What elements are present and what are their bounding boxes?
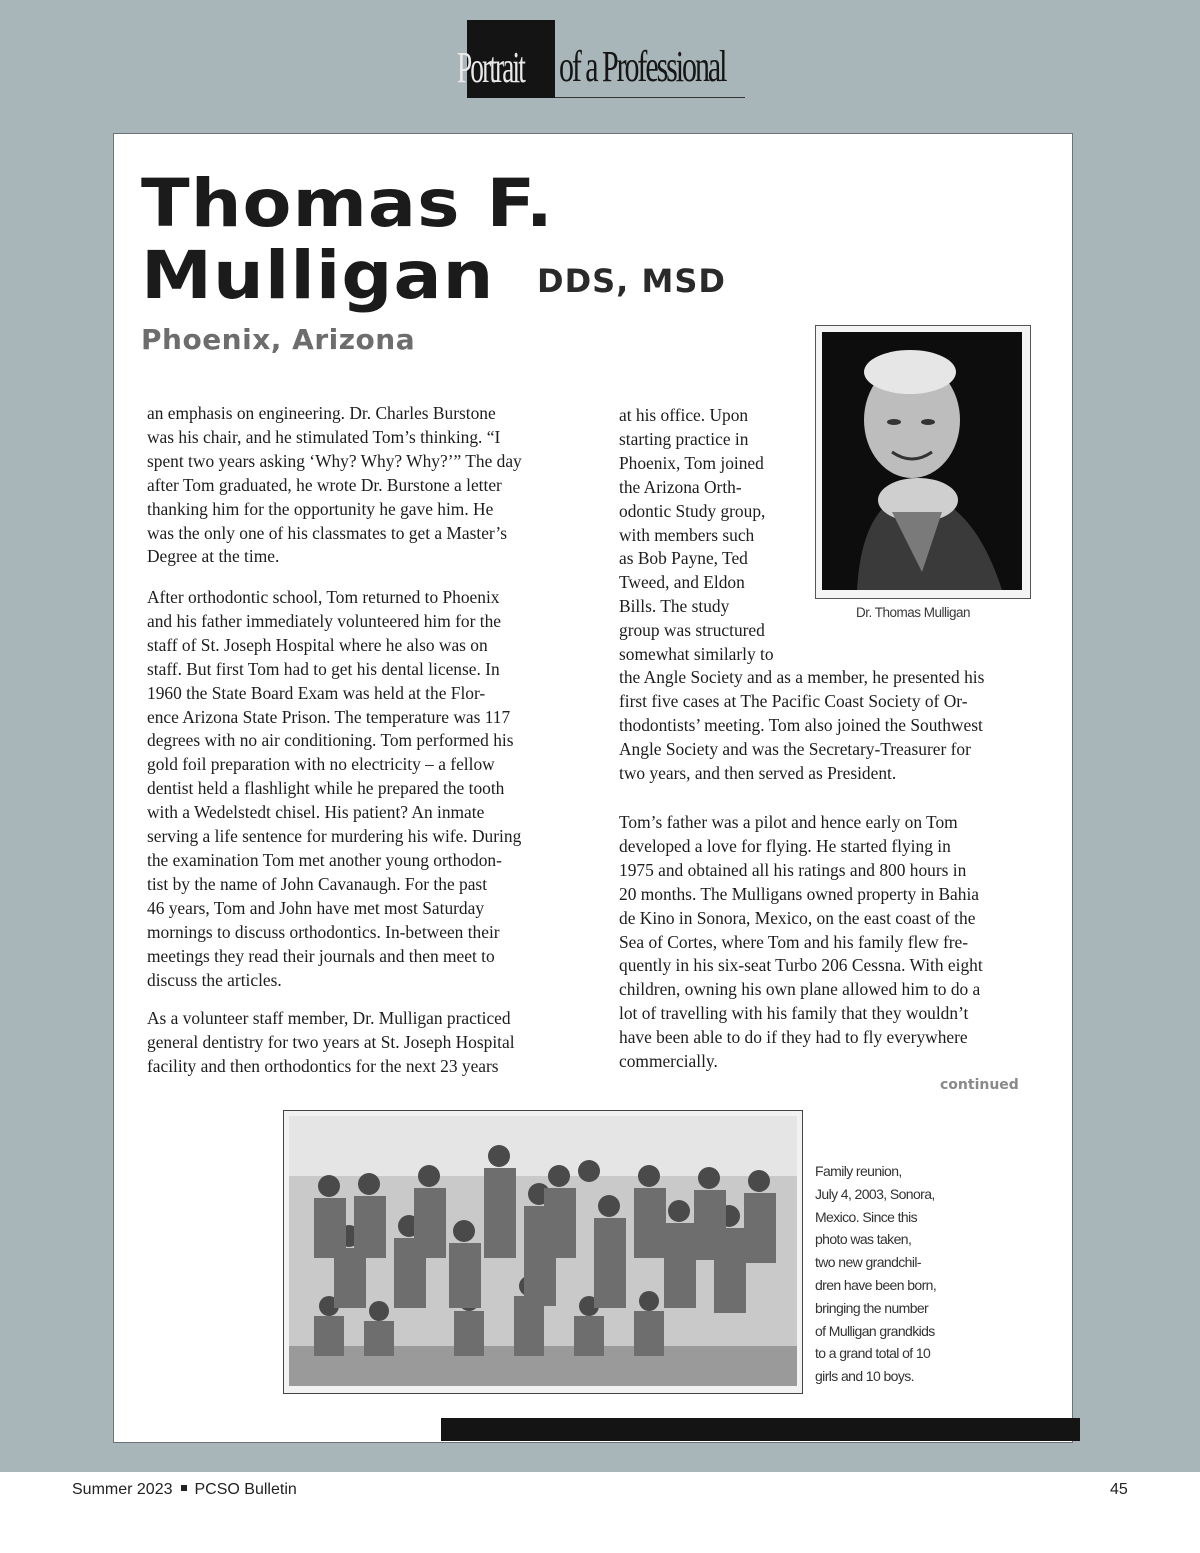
portrait-image xyxy=(822,332,1022,590)
col1-paragraph-1 xyxy=(147,402,522,569)
text-line: at his office. Upon xyxy=(619,405,749,425)
text-line: Mexico. Since this xyxy=(815,1208,918,1225)
text-line: spent two years asking ‘Why? Why? Why?’” The day xyxy=(147,450,522,471)
text-line: dren have been born, xyxy=(815,1276,937,1293)
text-line: the examination Tom met another young orthodon- xyxy=(147,849,502,870)
text-line: Phoenix, Tom joined xyxy=(619,452,764,473)
footer-issue: Summer 2023 xyxy=(72,1481,173,1498)
text-line: starting practice in xyxy=(619,428,749,449)
text-line: Angle Society and was the Secretary-Treasurer for xyxy=(619,738,971,759)
col2-paragraph-1-narrow xyxy=(619,404,774,667)
text-line: de Kino in Sonora, Mexico, on the east coast of the xyxy=(619,907,976,928)
continued-label: continued xyxy=(940,1077,1019,1093)
footer-separator xyxy=(181,1485,187,1491)
text-line: staff of St. Joseph Hospital where he also was on xyxy=(147,634,488,655)
text-line: two years, and then served as President. xyxy=(619,762,897,783)
text-line: with members such xyxy=(619,524,755,545)
text-line: was his chair, and he stimulated Tom’s thinking. “I xyxy=(147,426,501,447)
text-line: discuss the articles. xyxy=(147,969,282,990)
text-line: Degree at the time. xyxy=(147,546,280,567)
col1-paragraph-3 xyxy=(147,1007,515,1079)
family-reunion-photo xyxy=(283,1110,803,1394)
text-line: odontic Study group, xyxy=(619,500,766,521)
text-line: quently in his six-seat Turbo 206 Cessna. With eight xyxy=(619,955,983,976)
text-line: After orthodontic school, Tom returned to Phoenix xyxy=(147,587,500,607)
portrait-photo xyxy=(815,325,1031,599)
text-line: As a volunteer staff member, Dr. Mulligan practiced xyxy=(147,1008,511,1028)
text-line: photo was taken, xyxy=(815,1231,912,1248)
text-line: 1975 and obtained all his ratings and 800 hours in xyxy=(619,859,967,880)
col2-paragraph-2 xyxy=(619,811,983,1074)
page-number: 45 xyxy=(1110,1481,1128,1498)
text-line: Sea of Cortes, where Tom and his family flew fre- xyxy=(619,931,969,952)
col2-paragraph-1-wide xyxy=(619,666,984,786)
col1-paragraph-2 xyxy=(147,586,521,992)
text-line: with a Wedelstedt chisel. His patient? An inmate xyxy=(147,802,485,823)
text-line: the Angle Society and as a member, he presented his xyxy=(619,667,985,687)
portrait-caption: Dr. Thomas Mulligan xyxy=(856,605,971,620)
text-line: bringing the number xyxy=(815,1299,929,1316)
text-line: degrees with no air conditioning. Tom performed his xyxy=(147,730,514,751)
title-first-name: Thomas F. xyxy=(141,165,554,242)
text-line: ence Arizona State Prison. The temperature was 117 xyxy=(147,706,511,727)
text-line: general dentistry for two years at St. Joseph Hospital xyxy=(147,1031,515,1052)
text-line: 20 months. The Mulligans owned property in Bahia xyxy=(619,883,980,904)
section-banner xyxy=(457,20,745,98)
family-reunion-image xyxy=(289,1116,797,1386)
banner-professional-text: of a Professional xyxy=(559,42,726,91)
text-line: the Arizona Orth- xyxy=(619,476,742,497)
text-line: Bills. The study xyxy=(619,596,730,617)
text-line: group was structured xyxy=(619,620,765,641)
title-last-name: Mulligan xyxy=(141,237,495,314)
text-line: dentist held a flashlight while he prepared the tooth xyxy=(147,778,505,799)
text-line: and his father immediately volunteered him for the xyxy=(147,610,501,631)
text-line: two new grandchil- xyxy=(815,1254,921,1271)
text-line: lot of travelling with his family that they wouldn’t xyxy=(619,1003,969,1024)
text-line: meetings they read their journals and then meet to xyxy=(147,945,495,966)
text-line: staff. But first Tom had to get his dental license. In xyxy=(147,658,500,679)
text-line: Tweed, and Eldon xyxy=(619,572,745,593)
family-reunion-caption xyxy=(815,1160,985,1388)
text-line: commercially. xyxy=(619,1051,718,1072)
text-line: facility and then orthodontics for the next 23 years xyxy=(147,1055,499,1076)
text-line: Family reunion, xyxy=(815,1163,902,1179)
text-line: mornings to discuss orthodontics. In-between their xyxy=(147,921,500,942)
portrait-illustration xyxy=(822,332,1022,590)
text-line: thodontists’ meeting. Tom also joined the Southwest xyxy=(619,714,983,735)
text-line: gold foil preparation with no electricity – a fellow xyxy=(147,754,495,775)
text-line: serving a life sentence for murdering his wife. During xyxy=(147,826,522,847)
text-line: thanking him for the opportunity he gave him. He xyxy=(147,498,494,519)
text-line: developed a love for flying. He started flying in xyxy=(619,835,951,856)
location-subtitle: Phoenix, Arizona xyxy=(141,323,416,356)
text-line: first five cases at The Pacific Coast Society of Or- xyxy=(619,690,968,711)
text-line: to a grand total of 10 xyxy=(815,1345,931,1362)
article-title xyxy=(141,165,554,314)
text-line: after Tom graduated, he wrote Dr. Burstone a letter xyxy=(147,474,502,495)
text-line: Tom’s father was a pilot and hence early on Tom xyxy=(619,812,958,832)
page-footer xyxy=(72,1481,297,1499)
text-line: of Mulligan grandkids xyxy=(815,1322,935,1339)
text-line: 1960 the State Board Exam was held at the Flor- xyxy=(147,682,486,703)
text-line: children, owning his own plane allowed him to do a xyxy=(619,979,981,1000)
banner-portrait-text: Portrait xyxy=(457,43,524,92)
text-line: July 4, 2003, Sonora, xyxy=(815,1185,935,1202)
text-line: was the only one of his classmates to get a Master’s xyxy=(147,522,507,543)
banner-professional-block xyxy=(555,19,745,98)
banner-portrait-block xyxy=(457,20,555,98)
text-line: have been able to do if they had to fly everywhere xyxy=(619,1027,968,1048)
decorative-black-bar xyxy=(441,1418,1080,1441)
text-line: 46 years, Tom and John have met most Saturday xyxy=(147,897,485,918)
text-line: as Bob Payne, Ted xyxy=(619,548,748,569)
credentials: DDS, MSD xyxy=(537,262,726,300)
text-line: an emphasis on engineering. Dr. Charles Burstone xyxy=(147,403,496,423)
footer-publication: PCSO Bulletin xyxy=(194,1481,297,1498)
text-line: somewhat similarly to xyxy=(619,644,774,665)
family-group-illustration xyxy=(289,1116,797,1386)
text-line: tist by the name of John Cavanaugh. For the past xyxy=(147,873,488,894)
text-line: girls and 10 boys. xyxy=(815,1368,914,1385)
